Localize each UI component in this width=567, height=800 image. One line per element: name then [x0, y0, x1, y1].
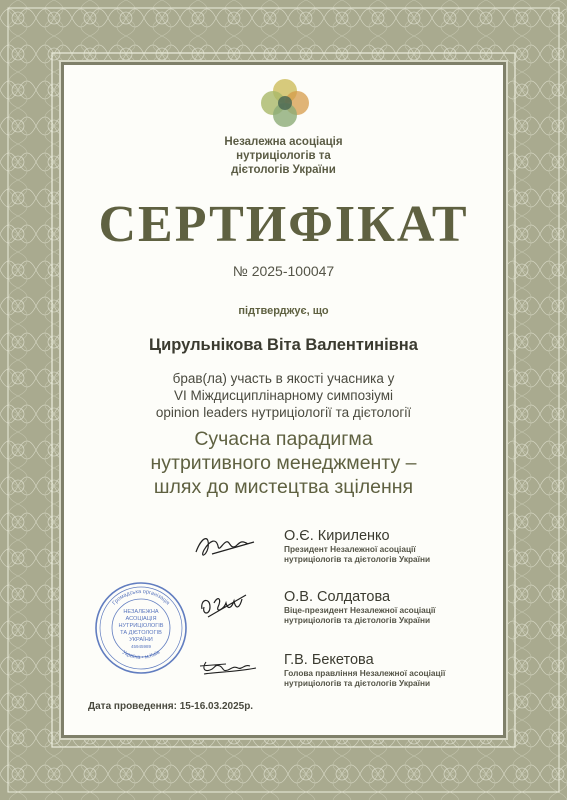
- signatory-1: [64, 528, 503, 578]
- signatory-3-role: [284, 669, 484, 688]
- desc-line-3: opinion leaders нутриціології та дієтології: [155, 405, 412, 420]
- stamp-line-2: АСОЦІАЦІЯ: [125, 616, 157, 622]
- event-title: [64, 427, 503, 499]
- stamp-bottom-text: Україна • м.Київ: [120, 649, 162, 661]
- org-line-3: дієтологів України: [231, 164, 336, 176]
- svg-text:Громадська організація: [112, 589, 171, 607]
- stamp-line-3: НУТРИЦІОЛОГІВ: [118, 623, 164, 629]
- signatory-2-role: [284, 606, 484, 625]
- svg-text:Україна • м.Київ: [121, 650, 161, 661]
- stamp-top-text: Громадська організація: [111, 588, 171, 607]
- signatory-1-role: [284, 545, 484, 564]
- event-line-3: шлях до мистецтва зцілення: [153, 476, 414, 498]
- confirms-text: підтверджує, що: [238, 305, 329, 317]
- signatory-3-role-line-2: нутриціологів та дієтологів України: [284, 677, 431, 688]
- stamp-line-4: ТА ДІЄТОЛОГІВ: [120, 630, 162, 636]
- signatory-2-role-line-2: нутриціологів та дієтологів України: [284, 614, 431, 625]
- recipient-name: Цирульнікова Віта Валентинівна: [149, 336, 418, 354]
- signatory-1-name: О.Є. Кириленко: [284, 528, 390, 544]
- interlocking-circles-logo-icon: [257, 75, 313, 131]
- signatory-3-role-line-1: Голова правління Незалежної асоціації: [284, 668, 446, 678]
- signature-3-icon: [196, 654, 266, 688]
- event-date: Дата проведення: 15-16.03.2025р.: [88, 701, 254, 712]
- certificate-number: № 2025-100047: [232, 263, 335, 279]
- event-line-1: Сучасна парадигма: [194, 428, 373, 450]
- desc-line-2: VI Міждисциплінарному симпозіумі: [173, 388, 394, 403]
- signatory-2-name: О.В. Солдатова: [284, 589, 391, 605]
- org-line-1: Незалежна асоціація: [224, 136, 343, 148]
- certificate-title: СЕРТИФІКАТ: [98, 196, 469, 253]
- signature-1-icon: [192, 528, 262, 562]
- stamp-code: 45945989: [130, 644, 152, 649]
- signatory-1-role-line-1: Президент Незалежної асоціації: [284, 544, 416, 554]
- signatory-3-name: Г.В. Бекетова: [284, 652, 374, 668]
- stamp-line-5: УКРАЇНИ: [129, 637, 153, 643]
- desc-line-1: брав(ла) участь в якості учасника у: [172, 371, 395, 386]
- signature-2-icon: [196, 589, 266, 623]
- organization-stamp-icon: [94, 581, 188, 675]
- organization-name: [64, 135, 503, 177]
- participation-description: [64, 370, 503, 421]
- org-line-2: нутриціологів та: [236, 150, 331, 162]
- signatory-2-role-line-1: Віце-президент Незалежної асоціації: [284, 605, 436, 615]
- signatory-1-role-line-2: нутриціологів та дієтологів України: [284, 553, 431, 564]
- certificate-paper: [64, 65, 503, 735]
- stamp-line-1: НЕЗАЛЕЖНА: [123, 609, 159, 615]
- event-line-2: нутритивного менеджменту –: [150, 452, 417, 474]
